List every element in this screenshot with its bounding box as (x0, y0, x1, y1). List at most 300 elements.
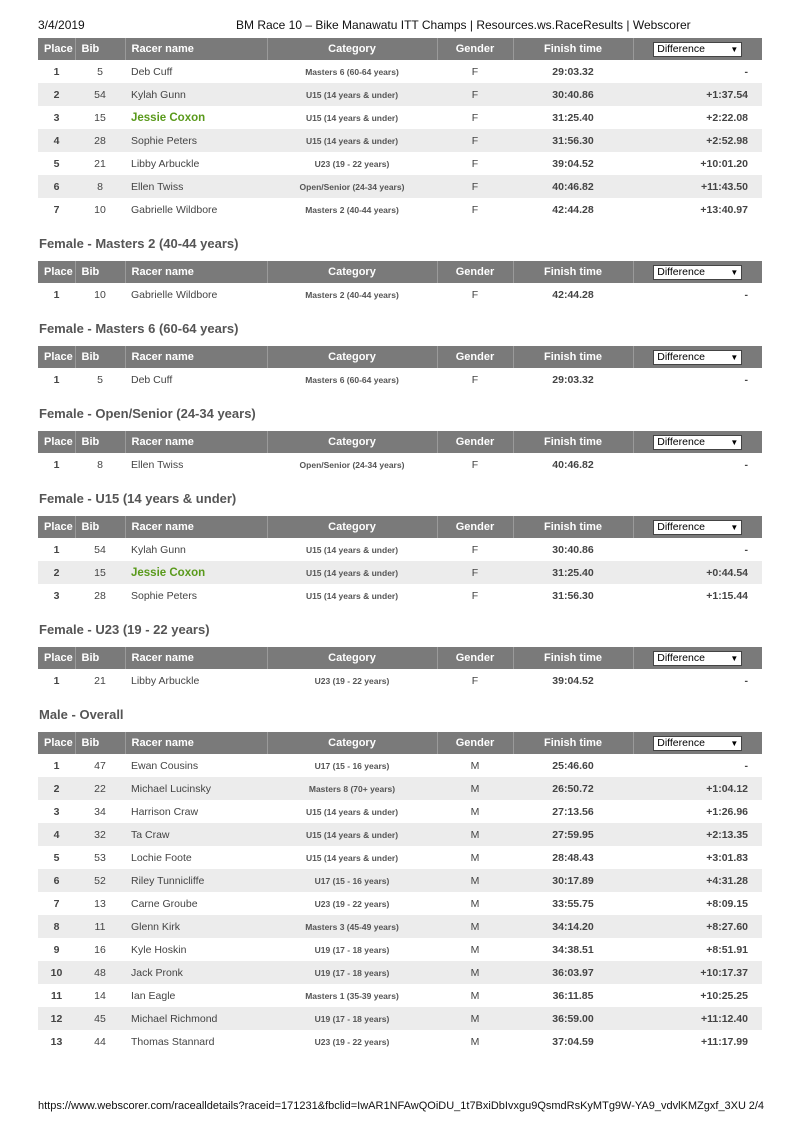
column-header-finish-time[interactable]: Finish time (513, 431, 633, 453)
column-header-place[interactable]: Place (38, 732, 75, 754)
difference-select-value: Difference (657, 736, 705, 749)
racer-name-link[interactable]: Libby Arbuckle (131, 157, 200, 170)
column-header-category[interactable]: Category (267, 431, 437, 453)
difference-cell: +1:37.54 (706, 88, 748, 101)
difference-select[interactable] (653, 651, 742, 666)
finish-time-cell: 34:38.51 (552, 943, 594, 956)
gender-cell: F (471, 373, 479, 386)
table-row (38, 283, 762, 306)
racer-name-link[interactable]: Ta Craw (131, 828, 170, 841)
racer-name-link[interactable]: Ian Eagle (131, 989, 176, 1002)
results-content (38, 38, 762, 1053)
table-row (38, 915, 762, 938)
print-url: https://www.webscorer.com/racealldetails?raceid=171231&fbclid=IwAR1NFAwQOiDU_1t7BxiDbIvxgu9QsmdRsKyMTg9W-YA9_vdvlKMZgxf_3XU (38, 1100, 746, 1112)
place-cell: 1 (53, 373, 60, 386)
column-header-bib[interactable]: Bib (75, 431, 125, 453)
section-title: Female - Masters 6 (60-64 years) (39, 321, 239, 336)
gender-cell: F (471, 589, 479, 602)
category-cell: Masters 2 (40-44 years) (305, 289, 399, 300)
table-row (38, 152, 762, 175)
difference-select-value: Difference (657, 265, 705, 278)
column-header-bib[interactable]: Bib (75, 647, 125, 669)
column-header-gender[interactable]: Gender (437, 431, 513, 453)
finish-time-cell: 39:04.52 (552, 674, 594, 687)
difference-cell: - (744, 759, 748, 772)
racer-name-link[interactable]: Harrison Craw (131, 805, 199, 818)
difference-cell: - (744, 288, 748, 301)
place-cell: 12 (50, 1012, 63, 1025)
column-header-category[interactable]: Category (267, 516, 437, 538)
category-cell: U19 (17 - 18 years) (314, 967, 390, 978)
gender-cell: M (470, 966, 480, 979)
results-table (38, 346, 762, 391)
category-cell: Masters 6 (60-64 years) (305, 374, 399, 385)
column-header-gender[interactable]: Gender (437, 647, 513, 669)
difference-cell: +1:26.96 (706, 805, 748, 818)
gender-cell: F (471, 88, 479, 101)
column-header-bib[interactable]: Bib (75, 516, 125, 538)
section-title: Female - U23 (19 - 22 years) (39, 622, 210, 637)
column-header-racer-name[interactable]: Racer name (125, 38, 267, 60)
finish-time-cell: 29:03.32 (552, 65, 594, 78)
bib-cell: 15 (94, 566, 106, 579)
bib-cell: 21 (94, 674, 106, 687)
column-header-racer-name[interactable]: Racer name (125, 346, 267, 368)
gender-cell: F (471, 180, 479, 193)
difference-cell: +10:25.25 (700, 989, 748, 1002)
place-cell: 1 (53, 458, 60, 471)
category-cell: U15 (14 years & under) (305, 590, 399, 601)
bib-cell: 52 (94, 874, 106, 887)
table-row (38, 175, 762, 198)
table-row (38, 106, 762, 129)
dropdown-arrow-icon: ▼ (730, 44, 739, 54)
place-cell: 13 (50, 1035, 63, 1048)
difference-cell: +11:43.50 (700, 180, 748, 193)
finish-time-cell: 33:55.75 (552, 897, 594, 910)
place-cell: 4 (53, 828, 60, 841)
racer-name-link[interactable]: Carne Groube (131, 897, 198, 910)
place-cell: 5 (53, 851, 60, 864)
difference-cell: +1:15.44 (706, 589, 748, 602)
difference-cell: +11:17.99 (700, 1035, 748, 1048)
racer-name-link[interactable]: Kylah Gunn (131, 543, 186, 556)
bib-cell: 54 (94, 88, 106, 101)
gender-cell: M (470, 828, 480, 841)
bib-cell: 48 (94, 966, 106, 979)
bib-cell: 54 (94, 543, 106, 556)
category-cell: U17 (15 - 16 years) (314, 875, 390, 886)
difference-select-value: Difference (657, 435, 705, 448)
bib-cell: 5 (97, 373, 103, 386)
difference-cell: +8:09.15 (706, 897, 748, 910)
difference-select[interactable] (653, 736, 742, 751)
header-row (38, 647, 762, 669)
difference-cell: - (744, 458, 748, 471)
category-cell: U15 (14 years & under) (305, 112, 399, 123)
column-header-place[interactable]: Place (38, 346, 75, 368)
table-row (38, 961, 762, 984)
finish-time-cell: 29:03.32 (552, 373, 594, 386)
difference-cell: +2:52.98 (706, 134, 748, 147)
finish-time-cell: 39:04.52 (552, 157, 594, 170)
category-cell: Masters 1 (35-39 years) (305, 990, 399, 1001)
difference-cell: +8:27.60 (706, 920, 748, 933)
category-cell: U15 (14 years & under) (305, 567, 399, 578)
column-header-racer-name[interactable]: Racer name (125, 516, 267, 538)
place-cell: 1 (53, 65, 60, 78)
bib-cell: 21 (94, 157, 106, 170)
difference-select-value: Difference (657, 350, 705, 363)
gender-cell: F (471, 566, 479, 579)
column-header-place[interactable]: Place (38, 261, 75, 283)
table-row (38, 669, 762, 692)
dropdown-arrow-icon: ▼ (730, 738, 739, 748)
finish-time-cell: 25:46.60 (552, 759, 594, 772)
table-row (38, 869, 762, 892)
difference-cell: +10:17.37 (700, 966, 748, 979)
place-cell: 11 (50, 989, 63, 1002)
column-header-difference (633, 516, 762, 538)
column-header-racer-name[interactable]: Racer name (125, 431, 267, 453)
category-cell: U23 (19 - 22 years) (314, 1036, 390, 1047)
place-cell: 7 (53, 897, 60, 910)
difference-cell: +2:22.08 (706, 111, 748, 124)
column-header-category[interactable]: Category (267, 647, 437, 669)
bib-cell: 8 (97, 458, 103, 471)
racer-name-link[interactable]: Lochie Foote (131, 851, 192, 864)
table-row (38, 1007, 762, 1030)
category-cell: Masters 6 (60-64 years) (305, 66, 399, 77)
difference-cell: +10:01.20 (700, 157, 748, 170)
table-row (38, 938, 762, 961)
finish-time-cell: 31:56.30 (552, 589, 594, 602)
place-cell: 7 (53, 203, 60, 216)
results-table (38, 431, 762, 476)
difference-select[interactable] (653, 520, 742, 535)
column-header-gender[interactable]: Gender (437, 732, 513, 754)
category-cell: U23 (19 - 22 years) (314, 675, 390, 686)
column-header-finish-time[interactable]: Finish time (513, 647, 633, 669)
finish-time-cell: 40:46.82 (552, 458, 594, 471)
difference-cell: +3:01.83 (706, 851, 748, 864)
column-header-place[interactable]: Place (38, 516, 75, 538)
section-title: Female - U15 (14 years & under) (39, 491, 237, 506)
gender-cell: M (470, 920, 480, 933)
gender-cell: M (470, 943, 480, 956)
racer-name-link[interactable]: Jessie Coxon (131, 111, 206, 124)
finish-time-cell: 30:40.86 (552, 543, 594, 556)
table-row (38, 538, 762, 561)
bib-cell: 10 (94, 203, 106, 216)
racer-name-link[interactable]: Ellen Twiss (131, 180, 184, 193)
column-header-gender[interactable]: Gender (437, 516, 513, 538)
difference-select[interactable] (653, 435, 742, 450)
table-row (38, 1030, 762, 1053)
category-cell: Open/Senior (24-34 years) (299, 459, 405, 470)
dropdown-arrow-icon: ▼ (730, 653, 739, 663)
table-row (38, 800, 762, 823)
column-header-difference (633, 732, 762, 754)
finish-time-cell: 27:59.95 (552, 828, 594, 841)
table-row (38, 984, 762, 1007)
category-cell: Masters 2 (40-44 years) (305, 204, 399, 215)
bib-cell: 45 (94, 1012, 106, 1025)
bib-cell: 11 (94, 920, 106, 933)
gender-cell: F (471, 674, 479, 687)
gender-cell: F (471, 134, 479, 147)
racer-name-link[interactable]: Glenn Kirk (131, 920, 181, 933)
finish-time-cell: 31:25.40 (552, 566, 594, 579)
difference-select[interactable] (653, 42, 742, 57)
difference-cell: +4:31.28 (706, 874, 748, 887)
racer-name-link[interactable]: Sophie Peters (131, 589, 197, 602)
header-row (38, 346, 762, 368)
racer-name-link[interactable]: Deb Cuff (131, 373, 173, 386)
racer-name-link[interactable]: Ewan Cousins (131, 759, 199, 772)
category-cell: U15 (14 years & under) (305, 852, 399, 863)
difference-select[interactable] (653, 350, 742, 365)
category-cell: Open/Senior (24-34 years) (299, 181, 405, 192)
column-header-category[interactable]: Category (267, 346, 437, 368)
racer-name-link[interactable]: Thomas Stannard (131, 1035, 215, 1048)
bib-cell: 13 (94, 897, 106, 910)
gender-cell: F (471, 157, 479, 170)
column-header-racer-name[interactable]: Racer name (125, 732, 267, 754)
place-cell: 4 (53, 134, 60, 147)
place-cell: 3 (53, 111, 60, 124)
dropdown-arrow-icon: ▼ (730, 522, 739, 532)
difference-cell: +11:12.40 (700, 1012, 748, 1025)
dropdown-arrow-icon: ▼ (730, 352, 739, 362)
finish-time-cell: 27:13.56 (552, 805, 594, 818)
racer-name-link[interactable]: Sophie Peters (131, 134, 197, 147)
gender-cell: F (471, 288, 479, 301)
column-header-racer-name[interactable]: Racer name (125, 261, 267, 283)
column-header-gender[interactable]: Gender (437, 38, 513, 60)
category-cell: Masters 8 (70+ years) (308, 783, 396, 794)
gender-cell: F (471, 458, 479, 471)
place-cell: 6 (53, 874, 60, 887)
column-header-category[interactable]: Category (267, 732, 437, 754)
finish-time-cell: 34:14.20 (552, 920, 594, 933)
gender-cell: M (470, 874, 480, 887)
column-header-difference (633, 647, 762, 669)
table-row (38, 823, 762, 846)
column-header-difference (633, 431, 762, 453)
table-row (38, 129, 762, 152)
bib-cell: 47 (94, 759, 106, 772)
column-header-gender[interactable]: Gender (437, 261, 513, 283)
finish-time-cell: 31:56.30 (552, 134, 594, 147)
bib-cell: 34 (94, 805, 106, 818)
racer-name-link[interactable]: Kyle Hoskin (131, 943, 187, 956)
column-header-place[interactable]: Place (38, 38, 75, 60)
racer-name-link[interactable]: Riley Tunnicliffe (131, 874, 205, 887)
place-cell: 1 (53, 759, 60, 772)
bib-cell: 5 (97, 65, 103, 78)
gender-cell: M (470, 782, 480, 795)
column-header-category[interactable]: Category (267, 261, 437, 283)
print-title: BM Race 10 – Bike Manawatu ITT Champs | Resources.ws.RaceResults | Webscorer (236, 18, 691, 32)
table-row (38, 892, 762, 915)
section-title: Female - Masters 2 (40-44 years) (39, 236, 239, 251)
column-header-racer-name[interactable]: Racer name (125, 647, 267, 669)
results-table (38, 516, 762, 607)
column-header-difference (633, 346, 762, 368)
finish-time-cell: 37:04.59 (552, 1035, 594, 1048)
table-row (38, 584, 762, 607)
difference-cell: +0:44.54 (706, 566, 748, 579)
bib-cell: 15 (94, 111, 106, 124)
finish-time-cell: 26:50.72 (552, 782, 594, 795)
column-header-bib[interactable]: Bib (75, 346, 125, 368)
finish-time-cell: 28:48.43 (552, 851, 594, 864)
table-row (38, 453, 762, 476)
place-cell: 1 (53, 674, 60, 687)
table-row (38, 754, 762, 777)
racer-name-link[interactable]: Jack Pronk (131, 966, 183, 979)
section-title: Male - Overall (39, 707, 124, 722)
bib-cell: 28 (94, 134, 106, 147)
category-cell: U15 (14 years & under) (305, 544, 399, 555)
column-header-gender[interactable]: Gender (437, 346, 513, 368)
table-row (38, 846, 762, 869)
category-cell: Masters 3 (45-49 years) (305, 921, 399, 932)
difference-cell: - (744, 674, 748, 687)
racer-name-link[interactable]: Michael Richmond (131, 1012, 218, 1025)
category-cell: U15 (14 years & under) (305, 135, 399, 146)
finish-time-cell: 36:11.85 (552, 989, 594, 1002)
gender-cell: F (471, 543, 479, 556)
bib-cell: 10 (94, 288, 106, 301)
column-header-place[interactable]: Place (38, 431, 75, 453)
column-header-category[interactable]: Category (267, 38, 437, 60)
category-cell: U23 (19 - 22 years) (314, 158, 390, 169)
finish-time-cell: 30:40.86 (552, 88, 594, 101)
difference-cell: +2:13.35 (706, 828, 748, 841)
finish-time-cell: 42:44.28 (552, 288, 594, 301)
difference-select-value: Difference (657, 520, 705, 533)
column-header-bib[interactable]: Bib (75, 38, 125, 60)
racer-name-link[interactable]: Jessie Coxon (131, 566, 206, 579)
place-cell: 5 (53, 157, 60, 170)
column-header-finish-time[interactable]: Finish time (513, 732, 633, 754)
difference-cell: - (744, 373, 748, 386)
difference-cell: - (744, 543, 748, 556)
gender-cell: M (470, 989, 480, 1002)
gender-cell: M (470, 851, 480, 864)
place-cell: 1 (53, 543, 60, 556)
place-cell: 6 (53, 180, 60, 193)
print-date: 3/4/2019 (38, 18, 85, 32)
racer-name-link[interactable]: Ellen Twiss (131, 458, 184, 471)
table-row (38, 60, 762, 83)
place-cell: 3 (53, 805, 60, 818)
bib-cell: 14 (94, 989, 106, 1002)
column-header-bib[interactable]: Bib (75, 261, 125, 283)
header-row (38, 516, 762, 538)
place-cell: 2 (53, 566, 60, 579)
section-title: Female - Open/Senior (24-34 years) (39, 406, 256, 421)
place-cell: 1 (53, 288, 60, 301)
gender-cell: M (470, 1012, 480, 1025)
racer-name-link[interactable]: Kylah Gunn (131, 88, 186, 101)
category-cell: U19 (17 - 18 years) (314, 1013, 390, 1024)
category-cell: U23 (19 - 22 years) (314, 898, 390, 909)
column-header-difference (633, 261, 762, 283)
gender-cell: M (470, 897, 480, 910)
results-table (38, 732, 762, 1053)
dropdown-arrow-icon: ▼ (730, 437, 739, 447)
bib-cell: 44 (94, 1035, 106, 1048)
column-header-finish-time[interactable]: Finish time (513, 261, 633, 283)
bib-cell: 32 (94, 828, 106, 841)
column-header-finish-time[interactable]: Finish time (513, 38, 633, 60)
bib-cell: 28 (94, 589, 106, 602)
column-header-difference (633, 38, 762, 60)
place-cell: 10 (50, 966, 63, 979)
difference-cell: +8:51.91 (706, 943, 748, 956)
print-header (0, 18, 800, 34)
finish-time-cell: 31:25.40 (552, 111, 594, 124)
finish-time-cell: 36:59.00 (552, 1012, 594, 1025)
finish-time-cell: 42:44.28 (552, 203, 594, 216)
column-header-bib[interactable]: Bib (75, 732, 125, 754)
gender-cell: M (470, 805, 480, 818)
page-number: 2/4 (748, 1100, 764, 1112)
category-cell: U15 (14 years & under) (305, 806, 399, 817)
racer-name-link[interactable]: Deb Cuff (131, 65, 173, 78)
racer-name-link[interactable]: Gabrielle Wildbore (131, 288, 218, 301)
table-row (38, 83, 762, 106)
difference-select-value: Difference (657, 651, 705, 664)
dropdown-arrow-icon: ▼ (730, 267, 739, 277)
bib-cell: 22 (94, 782, 106, 795)
column-header-place[interactable]: Place (38, 647, 75, 669)
difference-select[interactable] (653, 265, 742, 280)
place-cell: 2 (53, 782, 60, 795)
finish-time-cell: 36:03.97 (552, 966, 594, 979)
difference-cell: +13:40.97 (700, 203, 748, 216)
header-row (38, 38, 762, 60)
results-table (38, 38, 762, 221)
gender-cell: F (471, 111, 479, 124)
place-cell: 3 (53, 589, 60, 602)
bib-cell: 8 (97, 180, 103, 193)
results-table (38, 647, 762, 692)
table-row (38, 368, 762, 391)
column-header-finish-time[interactable]: Finish time (513, 516, 633, 538)
racer-name-link[interactable]: Michael Lucinsky (131, 782, 211, 795)
gender-cell: M (470, 1035, 480, 1048)
difference-select-value: Difference (657, 42, 705, 55)
bib-cell: 53 (94, 851, 106, 864)
gender-cell: F (471, 203, 479, 216)
category-cell: U17 (15 - 16 years) (314, 760, 390, 771)
header-row (38, 732, 762, 754)
gender-cell: M (470, 759, 480, 772)
racer-name-link[interactable]: Libby Arbuckle (131, 674, 200, 687)
table-row (38, 198, 762, 221)
racer-name-link[interactable]: Gabrielle Wildbore (131, 203, 218, 216)
category-cell: U19 (17 - 18 years) (314, 944, 390, 955)
header-row (38, 431, 762, 453)
column-header-finish-time[interactable]: Finish time (513, 346, 633, 368)
finish-time-cell: 40:46.82 (552, 180, 594, 193)
place-cell: 2 (53, 88, 60, 101)
finish-time-cell: 30:17.89 (552, 874, 594, 887)
